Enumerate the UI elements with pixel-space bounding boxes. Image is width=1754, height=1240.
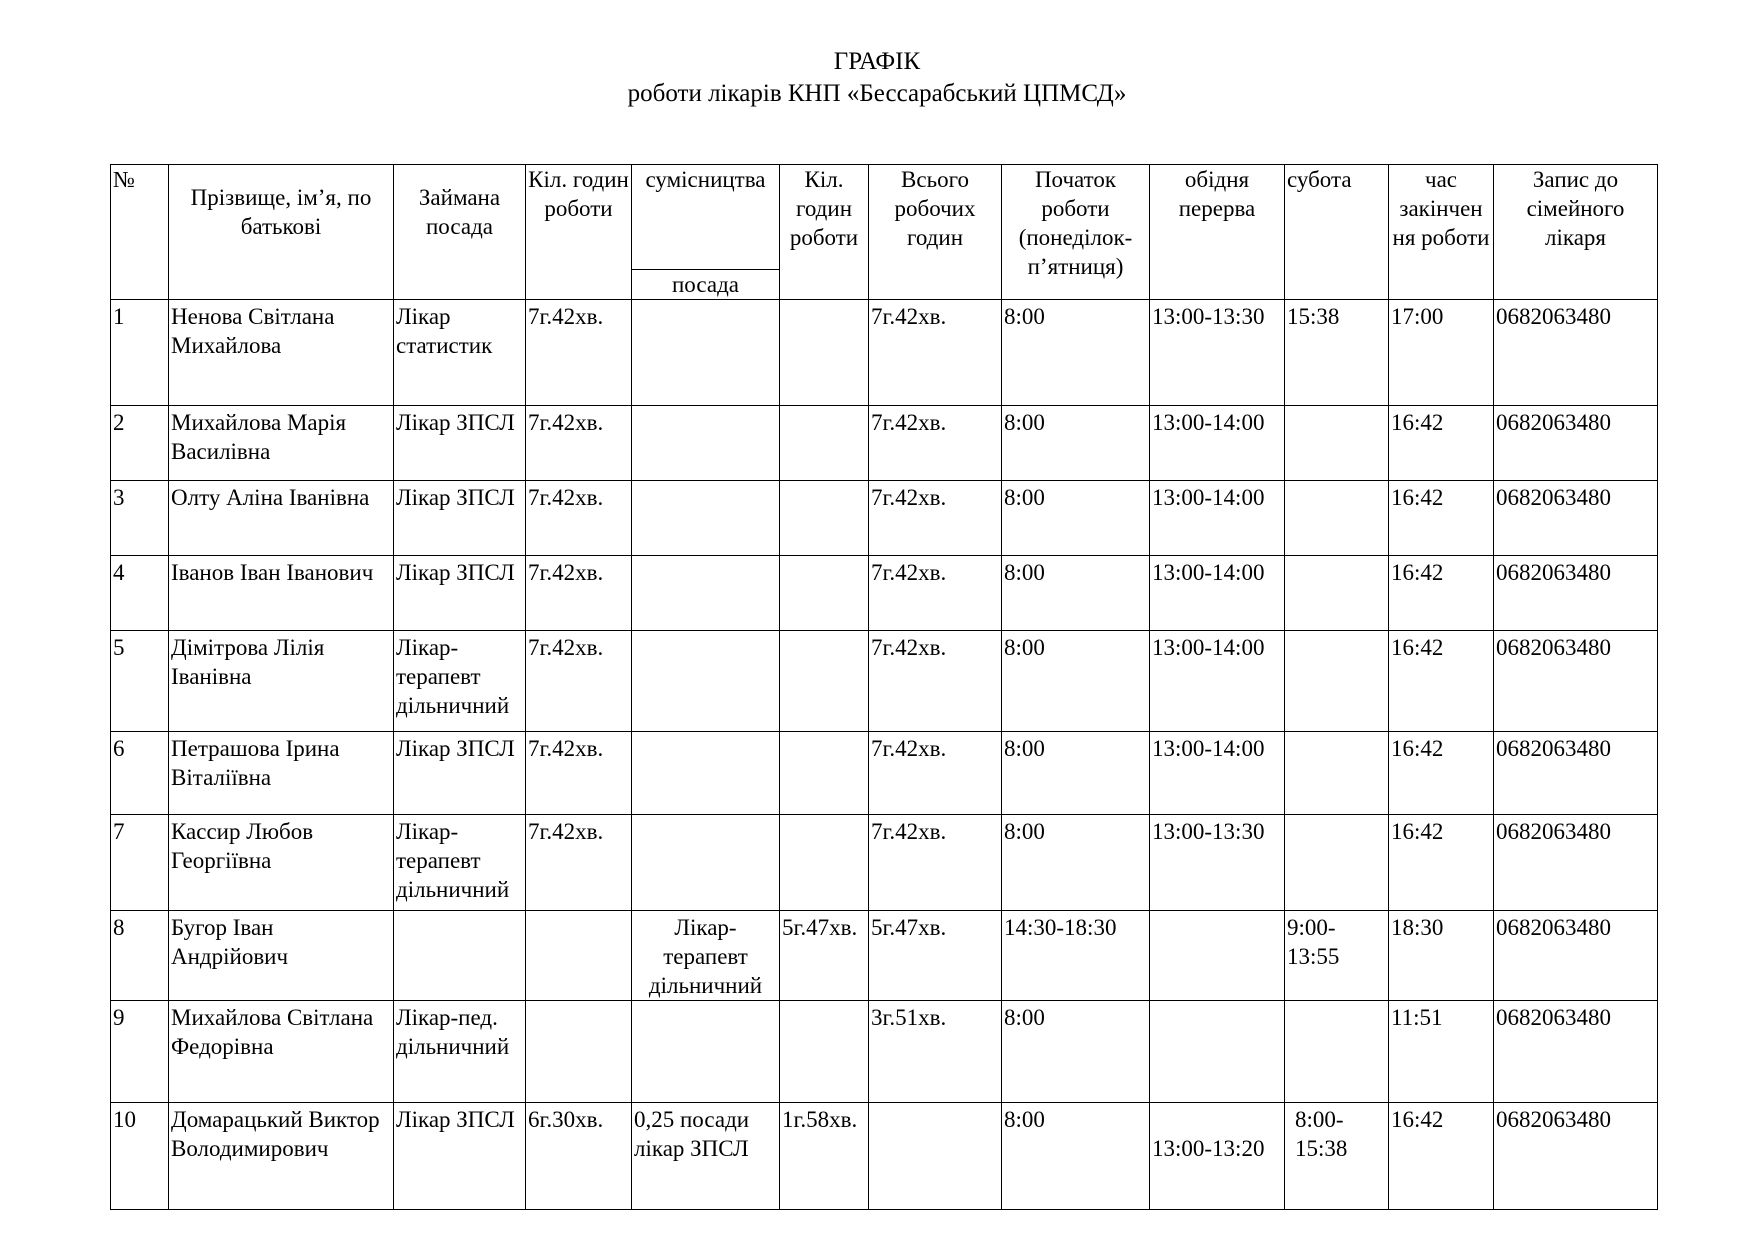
cell-combo-hours [780, 815, 869, 911]
table-row [111, 911, 1658, 1001]
table-row [111, 1103, 1658, 1210]
cell-end: 16:42 [1389, 556, 1494, 631]
cell-name: Дімітрова Лілія Іванівна [169, 631, 394, 732]
cell-hours: 7г.42хв. [526, 300, 632, 406]
header-combo-hours: Кіл. годин роботи [780, 165, 869, 300]
cell-combo-position [632, 406, 780, 481]
header-saturday: субота [1285, 165, 1389, 300]
cell-combo-hours: 5г.47хв. [780, 911, 869, 1001]
cell-saturday [1285, 406, 1389, 481]
cell-record: 0682063480 [1494, 631, 1658, 732]
cell-combo-position [632, 631, 780, 732]
cell-combo-hours [780, 481, 869, 556]
cell-name: Михайлова Марія Василівна [169, 406, 394, 481]
cell-num: 4 [111, 556, 169, 631]
table-body [111, 300, 1658, 1210]
cell-total: 5г.47хв. [869, 911, 1002, 1001]
header-combo-position: посада [632, 270, 780, 300]
cell-end: 16:42 [1389, 815, 1494, 911]
cell-name: Іванов Іван Іванович [169, 556, 394, 631]
cell-start: 14:30-18:30 [1002, 911, 1150, 1001]
cell-saturday [1285, 815, 1389, 911]
cell-lunch: 13:00-13:20 [1150, 1103, 1285, 1210]
cell-total [869, 1103, 1002, 1210]
cell-num: 5 [111, 631, 169, 732]
cell-num: 10 [111, 1103, 169, 1210]
cell-num: 1 [111, 300, 169, 406]
cell-record: 0682063480 [1494, 406, 1658, 481]
cell-start: 8:00 [1002, 1001, 1150, 1103]
cell-end: 16:42 [1389, 631, 1494, 732]
header-end: час закінчен ня роботи [1389, 165, 1494, 300]
cell-name: Михайлова Світлана Федорівна [169, 1001, 394, 1103]
table-row [111, 556, 1658, 631]
cell-combo-hours [780, 406, 869, 481]
cell-name: Бугор Іван Андрійович [169, 911, 394, 1001]
cell-num: 7 [111, 815, 169, 911]
table-row [111, 732, 1658, 815]
cell-lunch: 13:00-13:30 [1150, 300, 1285, 406]
cell-position: Лікар статистик [394, 300, 526, 406]
header-name: Прізвище, ім’я, по батькові [169, 165, 394, 300]
cell-hours: 7г.42хв. [526, 481, 632, 556]
cell-start: 8:00 [1002, 300, 1150, 406]
header-lunch: обідня перерва [1150, 165, 1285, 300]
cell-total: 3г.51хв. [869, 1001, 1002, 1103]
header-position: Займана посада [394, 165, 526, 300]
cell-combo-hours [780, 300, 869, 406]
cell-lunch: 13:00-14:00 [1150, 406, 1285, 481]
cell-position: Лікар ЗПСЛ [394, 406, 526, 481]
cell-total: 7г.42хв. [869, 481, 1002, 556]
cell-saturday [1285, 1001, 1389, 1103]
cell-saturday [1285, 732, 1389, 815]
cell-hours [526, 911, 632, 1001]
header-combo: сумісництва [632, 165, 780, 270]
header-start: Початок роботи (понеділок-п’ятниця) [1002, 165, 1150, 300]
cell-hours: 6г.30хв. [526, 1103, 632, 1210]
cell-combo-position [632, 815, 780, 911]
cell-position: Лікар ЗПСЛ [394, 732, 526, 815]
cell-end: 16:42 [1389, 1103, 1494, 1210]
cell-saturday [1285, 556, 1389, 631]
cell-lunch [1150, 1001, 1285, 1103]
cell-end: 16:42 [1389, 481, 1494, 556]
document-header [0, 46, 1754, 110]
cell-combo-hours [780, 556, 869, 631]
table-header [111, 165, 1658, 300]
cell-lunch [1150, 911, 1285, 1001]
table-row [111, 481, 1658, 556]
cell-name: Домарацький Виктор Володимирович [169, 1103, 394, 1210]
header-total: Всього робочих годин [869, 165, 1002, 300]
cell-end: 18:30 [1389, 911, 1494, 1001]
cell-position: Лікар ЗПСЛ [394, 1103, 526, 1210]
cell-lunch: 13:00-14:00 [1150, 556, 1285, 631]
cell-name: Олту Аліна Іванівна [169, 481, 394, 556]
cell-start: 8:00 [1002, 815, 1150, 911]
cell-lunch: 13:00-13:30 [1150, 815, 1285, 911]
cell-total: 7г.42хв. [869, 300, 1002, 406]
cell-name: Кассир Любов Георгіївна [169, 815, 394, 911]
cell-saturday [1285, 631, 1389, 732]
header-num: № [111, 165, 169, 300]
cell-start: 8:00 [1002, 556, 1150, 631]
cell-record: 0682063480 [1494, 815, 1658, 911]
cell-saturday [1285, 481, 1389, 556]
table-row [111, 815, 1658, 911]
cell-record: 0682063480 [1494, 300, 1658, 406]
cell-combo-position [632, 300, 780, 406]
cell-lunch: 13:00-14:00 [1150, 481, 1285, 556]
cell-num: 6 [111, 732, 169, 815]
cell-hours: 7г.42хв. [526, 631, 632, 732]
cell-start: 8:00 [1002, 732, 1150, 815]
cell-start: 8:00 [1002, 1103, 1150, 1210]
cell-num: 9 [111, 1001, 169, 1103]
header-record: Запис до сімейного лікаря [1494, 165, 1658, 300]
cell-total: 7г.42хв. [869, 732, 1002, 815]
cell-position: Лікар ЗПСЛ [394, 481, 526, 556]
cell-combo-position: 0,25 посади лікар ЗПСЛ [632, 1103, 780, 1210]
cell-combo-position [632, 481, 780, 556]
cell-record: 0682063480 [1494, 911, 1658, 1001]
cell-num: 8 [111, 911, 169, 1001]
cell-hours: 7г.42хв. [526, 556, 632, 631]
cell-saturday: 8:00-15:38 [1285, 1103, 1389, 1210]
cell-record: 0682063480 [1494, 1001, 1658, 1103]
cell-combo-hours: 1г.58хв. [780, 1103, 869, 1210]
table-row [111, 300, 1658, 406]
cell-start: 8:00 [1002, 631, 1150, 732]
cell-end: 16:42 [1389, 406, 1494, 481]
cell-position [394, 911, 526, 1001]
cell-hours: 7г.42хв. [526, 732, 632, 815]
cell-combo-position: Лікар-терапевт дільничний [632, 911, 780, 1001]
cell-combo-position [632, 1001, 780, 1103]
cell-total: 7г.42хв. [869, 406, 1002, 481]
schedule-table [110, 164, 1658, 1210]
cell-end: 11:51 [1389, 1001, 1494, 1103]
cell-record: 0682063480 [1494, 481, 1658, 556]
cell-position: Лікар ЗПСЛ [394, 556, 526, 631]
cell-hours: 7г.42хв. [526, 406, 632, 481]
cell-start: 8:00 [1002, 406, 1150, 481]
cell-record: 0682063480 [1494, 1103, 1658, 1210]
document-title: ГРАФІК [833, 48, 921, 75]
cell-combo-hours [780, 631, 869, 732]
cell-start: 8:00 [1002, 481, 1150, 556]
cell-name: Петрашова Ірина Віталіївна [169, 732, 394, 815]
cell-total: 7г.42хв. [869, 556, 1002, 631]
cell-record: 0682063480 [1494, 732, 1658, 815]
cell-end: 17:00 [1389, 300, 1494, 406]
cell-combo-hours [780, 1001, 869, 1103]
cell-total: 7г.42хв. [869, 815, 1002, 911]
cell-end: 16:42 [1389, 732, 1494, 815]
cell-num: 2 [111, 406, 169, 481]
cell-combo-position [632, 556, 780, 631]
cell-record: 0682063480 [1494, 556, 1658, 631]
cell-saturday: 9:00-13:55 [1285, 911, 1389, 1001]
cell-position: Лікар-пед. дільничний [394, 1001, 526, 1103]
cell-combo-position [632, 732, 780, 815]
document-subtitle: роботи лікарів КНП «Бессарабський ЦПМСД» [627, 80, 1127, 107]
cell-lunch: 13:00-14:00 [1150, 732, 1285, 815]
cell-lunch: 13:00-14:00 [1150, 631, 1285, 732]
cell-total: 7г.42хв. [869, 631, 1002, 732]
cell-saturday: 15:38 [1285, 300, 1389, 406]
cell-hours: 7г.42хв. [526, 815, 632, 911]
table-row [111, 406, 1658, 481]
header-hours: Кіл. годин роботи [526, 165, 632, 300]
cell-combo-hours [780, 732, 869, 815]
cell-position: Лікар-терапевт дільничний [394, 631, 526, 732]
cell-position: Лікар-терапевт дільничний [394, 815, 526, 911]
cell-num: 3 [111, 481, 169, 556]
table-row [111, 1001, 1658, 1103]
table-row [111, 631, 1658, 732]
cell-name: Ненова Світлана Михайлова [169, 300, 394, 406]
cell-hours [526, 1001, 632, 1103]
